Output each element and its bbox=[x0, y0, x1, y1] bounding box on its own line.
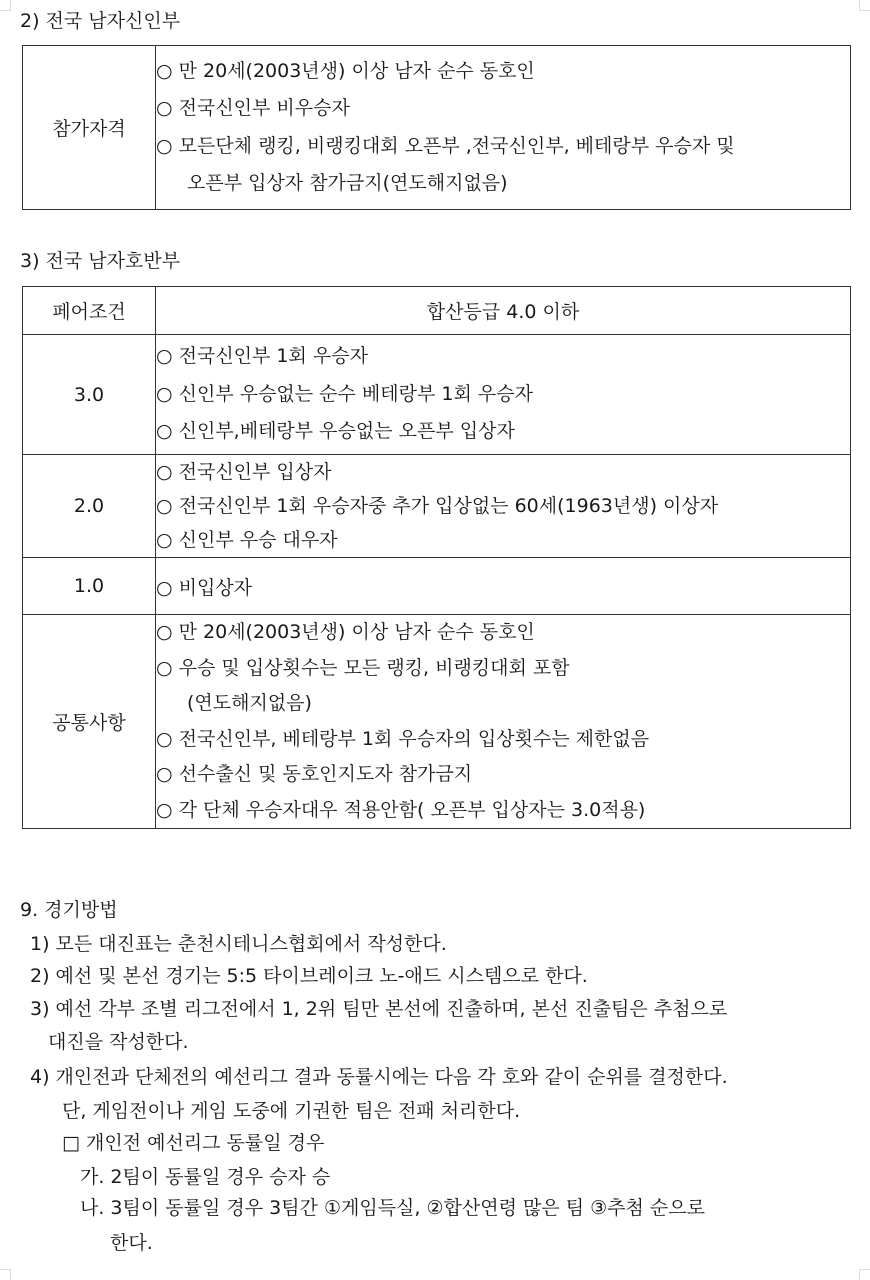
body-line: 4) 개인전과 단체전의 예선리그 결과 동률시에는 다음 각 호와 같이 순위를 결정한다. bbox=[30, 1066, 728, 1088]
list-item: ○ 각 단체 우승자대우 적용안함( 오픈부 입상자는 3.0적용) bbox=[156, 798, 646, 821]
list-item: ○ 신인부 우승 대우자 bbox=[156, 529, 338, 551]
body-line: 2) 예선 및 본선 경기는 5:5 타이브레이크 노-애드 시스템으로 한다. bbox=[30, 965, 588, 987]
list-item: ○ 만 20세(2003년생) 이상 남자 순수 동호인 bbox=[156, 621, 535, 643]
row-content bbox=[156, 615, 851, 829]
list-item: ○ 전국신인부 1회 우승자 bbox=[156, 345, 368, 368]
list-item: ○ 모든단체 랭킹, 비랭킹대회 오픈부 ,전국신인부, 베테랑부 우승자 및 bbox=[156, 134, 735, 157]
table-row bbox=[23, 558, 851, 615]
body-line: 1) 모든 대진표는 춘천시테니스협회에서 작성한다. bbox=[30, 933, 447, 955]
list-item: ○ 비입상자 bbox=[156, 576, 253, 599]
body-line: 나. 3팀이 동률일 경우 3팀간 ①게임득실, ②합산연령 많은 팀 ③추첨 순으로 bbox=[80, 1197, 705, 1219]
page-corner-mark bbox=[0, 1269, 11, 1280]
page-corner-mark bbox=[859, 1269, 870, 1280]
row-content bbox=[156, 558, 851, 615]
list-item: ○ 신인부 우승없는 순수 베테랑부 1회 우승자 bbox=[156, 382, 533, 405]
row-content bbox=[156, 335, 851, 455]
row-content bbox=[156, 46, 851, 210]
page-corner-mark bbox=[859, 0, 870, 11]
list-item: ○ 전국신인부, 베테랑부 1회 우승자의 입상횟수는 제한없음 bbox=[156, 727, 650, 750]
table-row bbox=[23, 615, 851, 829]
eligibility-table bbox=[22, 45, 851, 210]
body-line: 단, 게임전이나 게임 도중에 기권한 팀은 전패 처리한다. bbox=[62, 1100, 521, 1122]
row-label: 공통사항 bbox=[23, 615, 156, 829]
row-label: 2.0 bbox=[23, 455, 156, 558]
body-line: 대진을 작성한다. bbox=[48, 1031, 189, 1053]
row-label: 참가자격 bbox=[23, 46, 156, 210]
body-line: 가. 2팀이 동률일 경우 승자 승 bbox=[80, 1166, 331, 1188]
list-item: ○ 전국신인부 1회 우승자중 추가 입상없는 60세(1963년생) 이상자 bbox=[156, 495, 719, 517]
table-header-row bbox=[23, 287, 851, 335]
list-item: (연도해지없음) bbox=[187, 692, 312, 714]
list-item: ○ 전국신인부 입상자 bbox=[156, 461, 332, 483]
list-item: ○ 신인부,베테랑부 우승없는 오픈부 입상자 bbox=[156, 420, 515, 443]
section-heading: 3) 전국 남자호반부 bbox=[20, 250, 181, 272]
body-line: 3) 예선 각부 조별 리그전에서 1, 2위 팀만 본선에 진출하며, 본선 진출팀은 추첨으로 bbox=[30, 998, 728, 1020]
page-corner-mark bbox=[0, 0, 11, 11]
section-heading: 2) 전국 남자신인부 bbox=[20, 10, 181, 32]
row-label: 3.0 bbox=[23, 335, 156, 455]
body-line: 한다. bbox=[110, 1232, 153, 1254]
list-item: ○ 우승 및 입상횟수는 모든 랭킹, 비랭킹대회 포함 bbox=[156, 656, 570, 679]
row-content bbox=[156, 455, 851, 558]
table-row bbox=[23, 455, 851, 558]
list-item: ○ 만 20세(2003년생) 이상 남자 순수 동호인 bbox=[156, 59, 535, 82]
header-value: 합산등급 4.0 이하 bbox=[156, 287, 851, 335]
body-line: □ 개인전 예선리그 동률일 경우 bbox=[62, 1132, 325, 1154]
pair-condition-table bbox=[22, 286, 851, 829]
list-item: ○ 선수출신 및 동호인지도자 참가금지 bbox=[156, 763, 473, 785]
table-row bbox=[23, 46, 851, 210]
section-heading: 9. 경기방법 bbox=[20, 899, 118, 921]
table-row bbox=[23, 335, 851, 455]
row-label: 1.0 bbox=[23, 558, 156, 615]
header-label: 페어조건 bbox=[23, 287, 156, 335]
list-item: 오픈부 입상자 참가금지(연도해지없음) bbox=[187, 172, 508, 194]
list-item: ○ 전국신인부 비우승자 bbox=[156, 97, 350, 119]
